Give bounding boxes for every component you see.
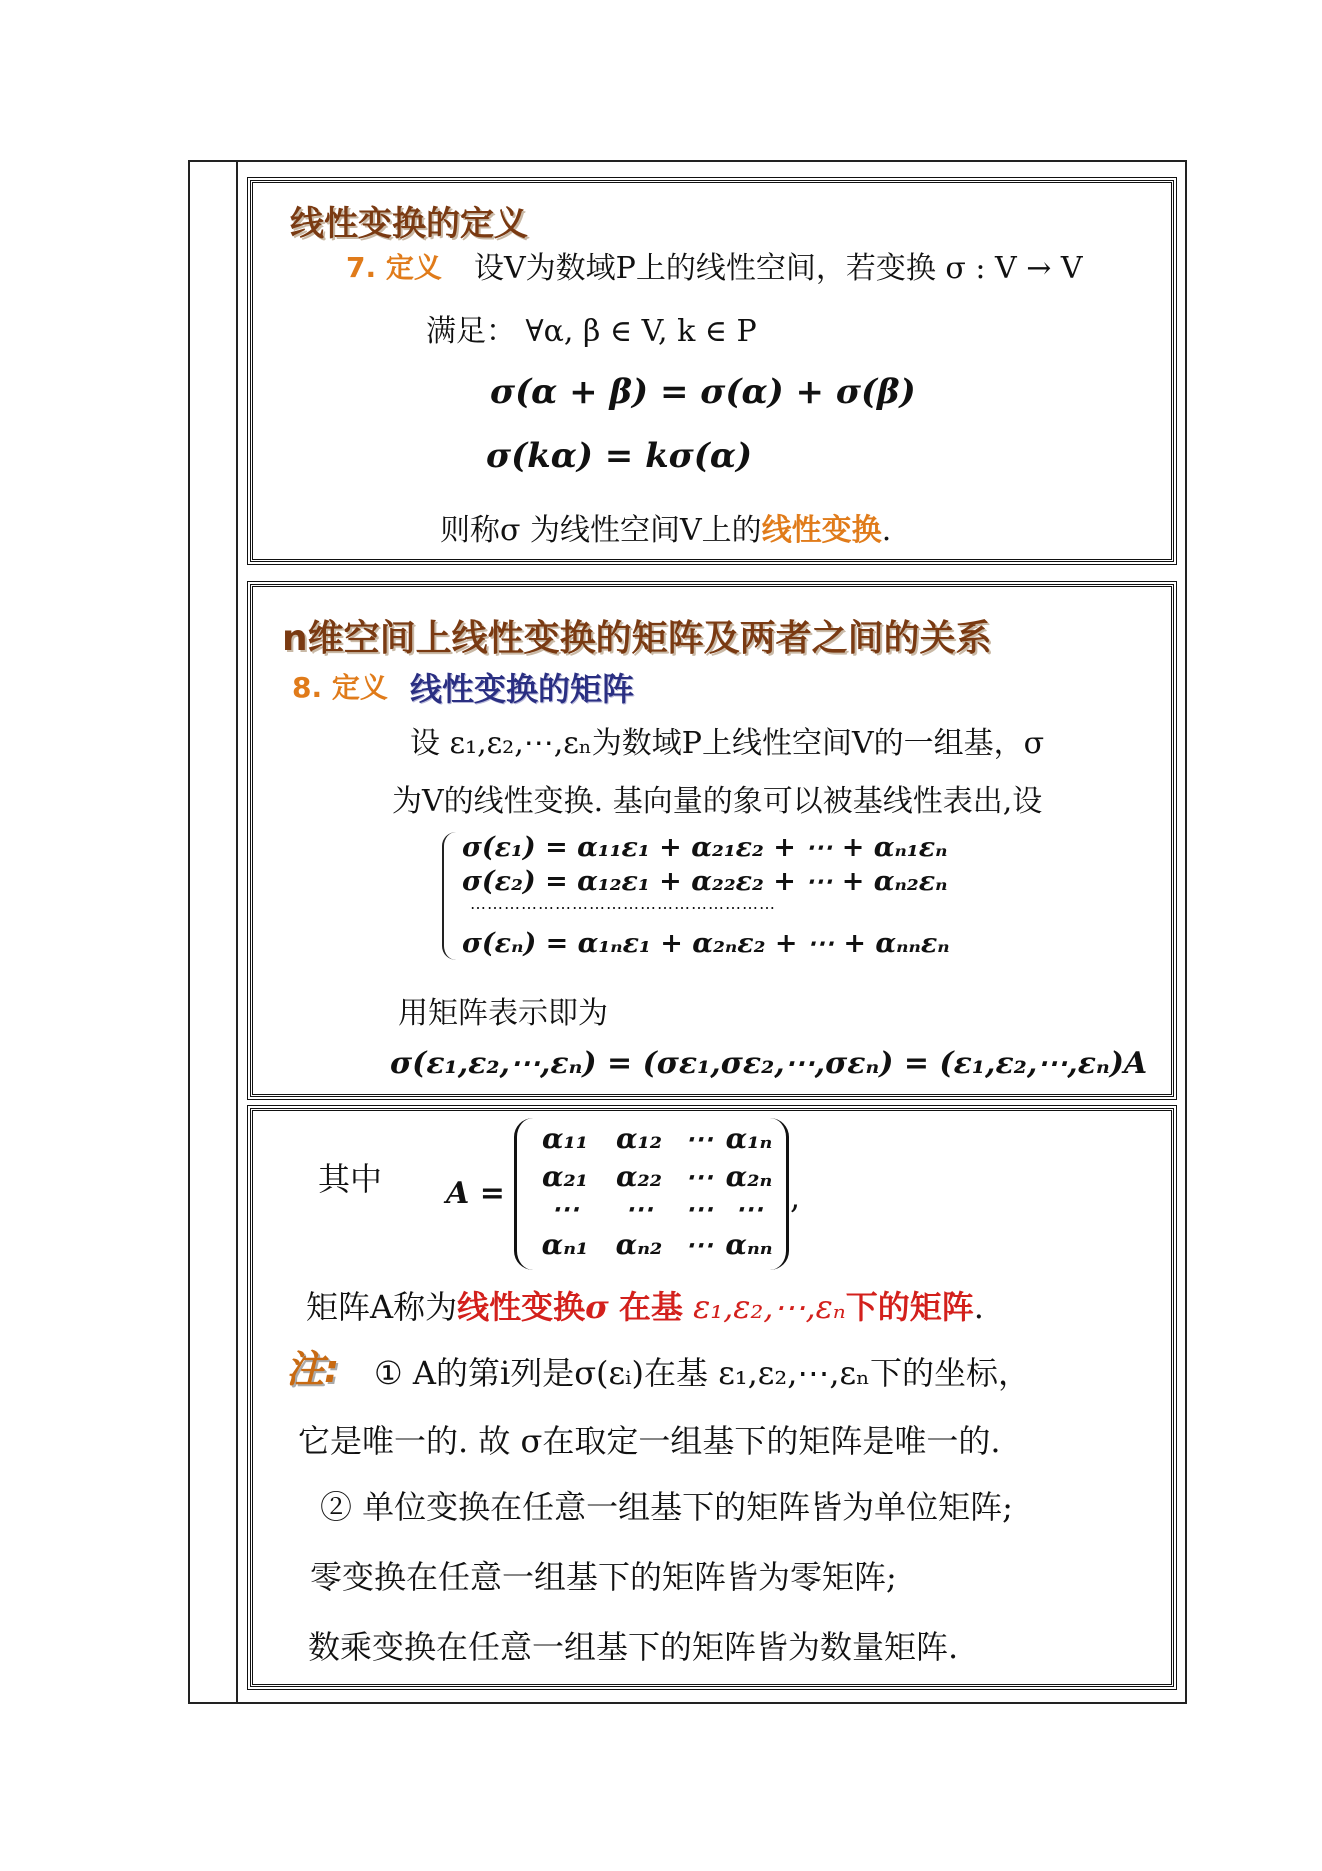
where-label: 其中	[318, 1160, 383, 1198]
called-basis: ε₁,ε₂,⋯,εₙ	[693, 1288, 846, 1326]
matrix-cell: ⋯	[685, 1228, 713, 1261]
def7-line2: 满足： ∀α, β ∈ V, k ∈ P	[426, 314, 757, 349]
system-brace	[442, 832, 456, 960]
matrix-a-label: A =	[446, 1176, 505, 1211]
matrix-called-line	[306, 1282, 984, 1328]
matrix-intro: 用矩阵表示即为	[398, 996, 608, 1031]
additivity-formula: σ(α + β) = σ(α) + σ(β)	[490, 372, 916, 412]
matrix-cell: αₙ₂	[615, 1228, 663, 1261]
def7-line1: 设V为数域P上的线性空间，若变换 σ : V → V	[474, 251, 1083, 286]
matrix-cell: α₁₁	[541, 1122, 589, 1155]
matrix-cell: ⋯	[735, 1192, 763, 1225]
matrix-cell: ⋯	[685, 1192, 713, 1225]
matrix-cell: ⋯	[625, 1192, 653, 1225]
section1-heading: 线性变换的定义	[290, 204, 528, 244]
matrix-cell: αₙ₁	[541, 1228, 589, 1261]
matrix-cell: α₂ₙ	[725, 1160, 773, 1193]
def8-title: 线性变换的矩阵	[410, 670, 635, 708]
called-suffix: .	[973, 1288, 984, 1326]
def8-label: 8. 定义	[292, 671, 388, 704]
called-red-1: 线性变换	[457, 1288, 586, 1326]
matrix-comma: ,	[790, 1178, 801, 1216]
called-red-2: 在基	[618, 1288, 683, 1326]
matrix-cell: ⋯	[685, 1160, 713, 1193]
matrix-cell: αₙₙ	[725, 1228, 773, 1261]
homogeneity-formula: σ(kα) = kσ(α)	[486, 436, 753, 476]
matrix-cell: α₂₂	[615, 1160, 663, 1193]
def8-line2: 为V的线性变换. 基向量的象可以被基线性表出,设	[392, 784, 1043, 819]
matrix-cell: ⋯	[551, 1192, 579, 1225]
system-row-1: σ(ε₁) = α₁₁ε₁ + α₂₁ε₂ + ⋯ + αₙ₁εₙ	[462, 832, 948, 863]
section2-heading: n维空间上线性变换的矩阵及两者之间的关系	[282, 618, 992, 659]
note2-line3: 数乘变换在任意一组基下的矩阵皆为数量矩阵.	[308, 1628, 959, 1666]
called-red-3: 下的矩阵	[845, 1288, 974, 1326]
system-row-dots: ⋯⋯⋯⋯⋯⋯⋯⋯⋯⋯⋯⋯⋯⋯⋯⋯⋯⋯	[470, 898, 776, 917]
matrix-cell: ⋯	[685, 1122, 713, 1155]
conclusion-term: 线性变换	[761, 513, 882, 548]
def7-conclusion	[440, 505, 891, 549]
conclusion-suffix: .	[881, 513, 892, 548]
note2-line1: ② 单位变换在任意一组基下的矩阵皆为单位矩阵;	[320, 1488, 1013, 1526]
left-margin-rule	[236, 162, 238, 1702]
note1-line1: ① A的第i列是σ(εᵢ)在基 ε₁,ε₂,⋯,εₙ下的坐标，	[374, 1354, 1030, 1392]
matrix-cell: α₂₁	[541, 1160, 589, 1193]
conclusion-prefix: 则称σ 为线性空间V上的	[440, 513, 762, 548]
system-row-n: σ(εₙ) = α₁ₙε₁ + α₂ₙε₂ + ⋯ + αₙₙεₙ	[462, 928, 950, 959]
called-sigma: σ	[585, 1288, 609, 1326]
matrix-cell: α₁ₙ	[725, 1122, 773, 1155]
matrix-cell: α₁₂	[615, 1122, 663, 1155]
note-label: 注:	[286, 1347, 340, 1391]
matrix-equation: σ(ε₁,ε₂,⋯,εₙ) = (σε₁,σε₂,⋯,σεₙ) = (ε₁,ε₂,⋯,εₙ)A	[390, 1046, 1148, 1081]
note2-line2: 零变换在任意一组基下的矩阵皆为零矩阵;	[310, 1558, 897, 1596]
def7-label: 7. 定义	[346, 251, 442, 284]
def8-line1: 设 ε₁,ε₂,⋯,εₙ为数域P上线性空间V的一组基，σ	[410, 726, 1045, 761]
called-prefix: 矩阵A称为	[306, 1288, 458, 1326]
system-row-2: σ(ε₂) = α₁₂ε₁ + α₂₂ε₂ + ⋯ + αₙ₂εₙ	[462, 866, 948, 897]
note1-line2: 它是唯一的. 故 σ在取定一组基下的矩阵是唯一的.	[298, 1422, 1001, 1460]
